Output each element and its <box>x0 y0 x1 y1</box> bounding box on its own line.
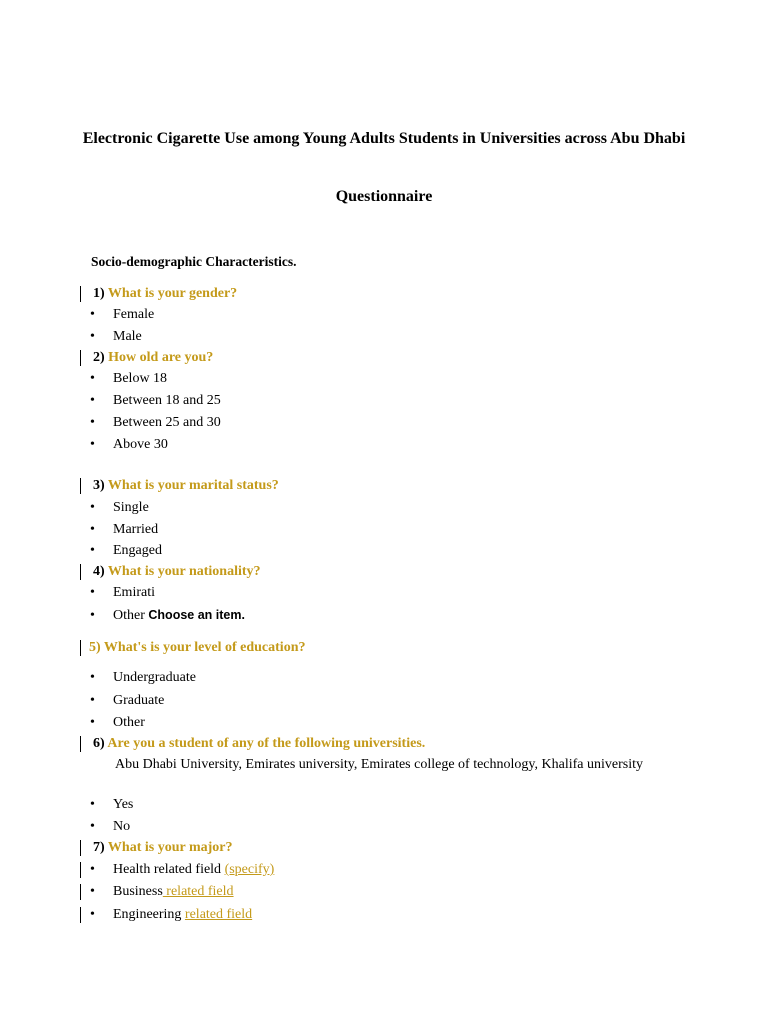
bullet-dot-icon: • <box>90 862 95 877</box>
bullet-dot-icon: • <box>90 393 95 408</box>
option-label: Yes <box>113 797 134 812</box>
specify-field[interactable]: (specify) <box>224 862 275 877</box>
option-business[interactable] <box>90 882 234 902</box>
bullet-dot-icon: • <box>90 371 95 386</box>
question-3 <box>80 476 279 496</box>
option-label: Business <box>113 884 163 899</box>
change-bar-icon <box>80 907 81 923</box>
question-5 <box>80 638 306 658</box>
section-heading: Socio-demographic Characteristics. <box>91 254 297 269</box>
bullet-dot-icon: • <box>90 329 95 344</box>
option-label: Above 30 <box>113 437 168 452</box>
option-label: Engineering <box>113 907 185 922</box>
option-undergraduate[interactable] <box>90 668 196 688</box>
option-yes[interactable] <box>90 795 133 815</box>
document-title: Electronic Cigarette Use among Young Adults Students in Universities across Abu Dhabi <box>82 130 686 147</box>
question-6 <box>80 734 425 754</box>
engineering-related-field[interactable]: related field <box>184 907 253 922</box>
option-25-30[interactable] <box>90 413 221 433</box>
option-label: Between 25 and 30 <box>113 415 221 430</box>
option-married[interactable] <box>90 520 158 540</box>
option-label: Health related field <box>113 862 225 877</box>
question-text: What is your nationality? <box>107 564 261 579</box>
option-label: Between 18 and 25 <box>113 393 221 408</box>
business-related-field[interactable]: related field <box>162 884 234 899</box>
option-label: Below 18 <box>113 371 168 386</box>
bullet-dot-icon: • <box>90 608 95 623</box>
document-subtitle: Questionnaire <box>335 188 433 205</box>
question-text: Are you a student of any of the following universities. <box>107 736 426 751</box>
change-bar-icon <box>80 478 81 494</box>
change-bar-icon <box>80 640 81 656</box>
option-no[interactable] <box>90 817 130 837</box>
question-number: 1) <box>93 286 105 301</box>
question-number: 4) <box>93 564 105 579</box>
option-label: Other <box>113 608 145 623</box>
option-graduate[interactable] <box>90 691 164 711</box>
bullet-dot-icon: • <box>90 522 95 537</box>
question-4 <box>80 562 261 582</box>
question-number: 6) <box>93 736 105 751</box>
option-label: Other <box>113 715 145 730</box>
bullet-dot-icon: • <box>90 437 95 452</box>
question-7 <box>80 838 233 858</box>
option-label: Male <box>113 329 142 344</box>
question-text: What is your major? <box>107 840 233 855</box>
option-engaged[interactable] <box>90 541 162 561</box>
option-label: Undergraduate <box>113 670 196 685</box>
option-male[interactable] <box>90 327 142 347</box>
bullet-dot-icon: • <box>90 715 95 730</box>
bullet-dot-icon: • <box>90 670 95 685</box>
bullet-dot-icon: • <box>90 543 95 558</box>
option-single[interactable] <box>90 498 149 518</box>
option-engineering[interactable] <box>90 905 252 925</box>
option-label: Single <box>113 500 149 515</box>
option-label: Emirati <box>113 585 155 600</box>
option-label: Female <box>113 307 155 322</box>
question-text: What is your gender? <box>107 286 238 301</box>
option-female[interactable] <box>90 305 154 325</box>
question-text: What is your marital status? <box>107 478 279 493</box>
option-emirati[interactable] <box>90 583 155 603</box>
bullet-dot-icon: • <box>90 819 95 834</box>
change-bar-icon <box>80 862 81 878</box>
change-bar-icon <box>80 564 81 580</box>
change-bar-icon <box>80 350 81 366</box>
option-label: Engaged <box>113 543 162 558</box>
bullet-dot-icon: • <box>90 797 95 812</box>
bullet-dot-icon: • <box>90 585 95 600</box>
bullet-dot-icon: • <box>90 415 95 430</box>
option-label: No <box>113 819 131 834</box>
change-bar-icon <box>80 736 81 752</box>
bullet-dot-icon: • <box>90 907 95 922</box>
question-text: How old are you? <box>108 350 214 365</box>
change-bar-icon <box>80 286 81 302</box>
option-label: Graduate <box>113 693 165 708</box>
choose-item-dropdown[interactable]: Choose an item. <box>148 608 245 622</box>
bullet-dot-icon: • <box>90 884 95 899</box>
question-number: 2) <box>93 350 105 365</box>
option-other-education[interactable] <box>90 713 145 733</box>
question-text: 5) What's is your level of education? <box>89 640 306 655</box>
option-below-18[interactable] <box>90 369 167 389</box>
university-list: Abu Dhabi University, Emirates university, Emirates college of technology, Khalifa university <box>115 757 643 772</box>
bullet-dot-icon: • <box>90 307 95 322</box>
bullet-dot-icon: • <box>90 500 95 515</box>
question-number: 3) <box>93 478 105 493</box>
change-bar-icon <box>80 884 81 900</box>
bullet-dot-icon: • <box>90 693 95 708</box>
option-other-nationality[interactable] <box>90 605 245 625</box>
change-bar-icon <box>80 840 81 856</box>
option-above-30[interactable] <box>90 435 168 455</box>
option-18-25[interactable] <box>90 391 221 411</box>
question-number: 7) <box>93 840 105 855</box>
question-2 <box>80 348 213 368</box>
option-health[interactable] <box>90 860 274 880</box>
question-1 <box>80 284 237 304</box>
option-label: Married <box>113 522 159 537</box>
